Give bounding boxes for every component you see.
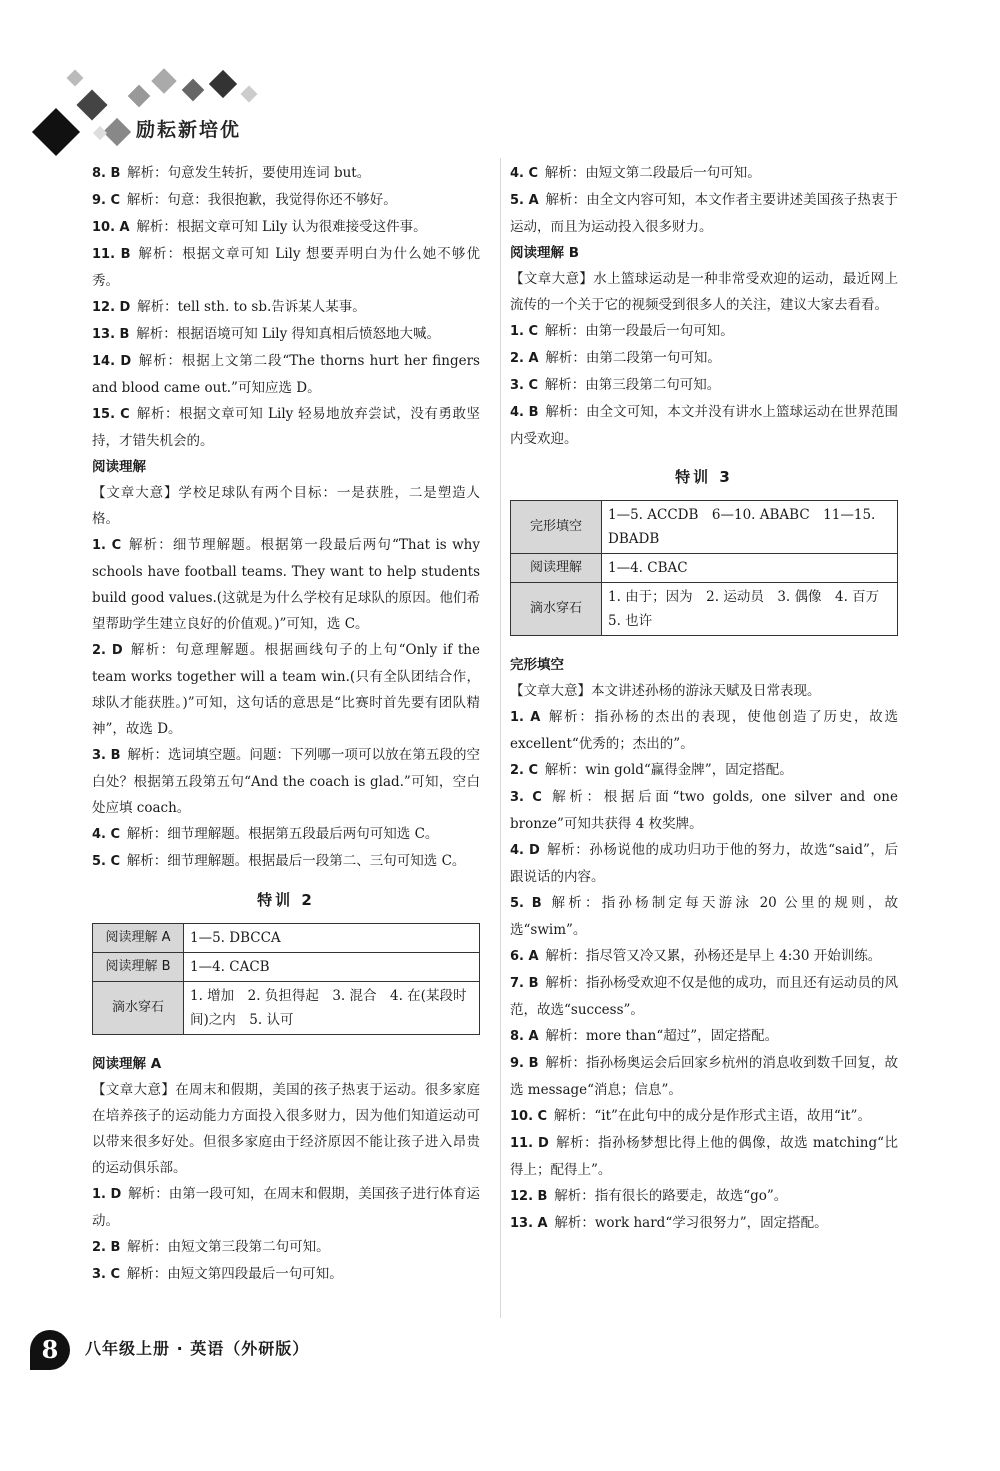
answer-number: 1. C: [92, 538, 122, 553]
answer-item: [510, 318, 898, 345]
table-value: 1—4. CBAC: [602, 554, 898, 583]
answer-number: 13. A: [510, 1216, 548, 1231]
answer-explanation: 解析：细节理解题。根据第五段最后两句可知选 C。: [126, 826, 439, 842]
answer-item: [510, 399, 898, 452]
section-heading: 完形填空: [510, 657, 564, 673]
answer-explanation: 解析：根据文章可知 Lily 认为很难接受这件事。: [136, 219, 427, 235]
answer-number: 2. D: [92, 643, 123, 658]
answer-list: [510, 160, 898, 240]
header-decoration: [25, 60, 345, 160]
answer-number: 11. D: [510, 1136, 549, 1151]
answer-list: [92, 160, 480, 454]
table-row: [93, 953, 480, 982]
book-title: 八年级上册 · 英语（外研版）: [85, 1339, 310, 1358]
diamond-decoration: [182, 79, 205, 102]
answer-number: 4. D: [510, 843, 540, 858]
answer-number: 2. C: [510, 763, 539, 778]
answer-number: 3. B: [92, 748, 121, 763]
answer-table: [510, 500, 898, 636]
page-number: 8: [30, 1330, 70, 1370]
answer-explanation: 解析：由全文内容可知，本文作者主要讲述美国孩子热衷于运动，而且为运动投入很多财力。: [510, 192, 898, 235]
answer-number: 5. C: [92, 854, 121, 869]
answer-number: 5. A: [510, 193, 539, 208]
answer-explanation: 解析：细节理解题。根据第一段最后两句“That is why schools have football teams. They want to help students build good values.(这就是为什么学校有足球队的原因。他们希望帮助学生建立良好的价值观。)”可知，选 C。: [92, 537, 480, 632]
answer-item: [510, 837, 898, 890]
answer-explanation: 解析：由短文第四段最后一句可知。: [126, 1266, 343, 1282]
answer-item: [510, 784, 898, 837]
answer-item: [92, 848, 480, 875]
answer-item: [510, 1103, 898, 1130]
diamond-decoration: [241, 86, 258, 103]
answer-item: [510, 1050, 898, 1103]
answer-item: [510, 1023, 898, 1050]
answer-item: [92, 637, 480, 742]
answer-item: [510, 372, 898, 399]
answer-explanation: 解析：指孙杨梦想比得上他的偶像，故选 matching“比得上；配得上”。: [510, 1135, 898, 1178]
table-value: 1. 由于；因为 2. 运动员 3. 偶像 4. 百万 5. 也许: [602, 583, 898, 636]
answer-explanation: 解析：指有很长的路要走，故选“go”。: [554, 1188, 788, 1204]
table-label: 阅读理解 A: [93, 924, 184, 953]
answer-number: 8. A: [510, 1029, 539, 1044]
answer-explanation: 解析：句意发生转折，要使用连词 but。: [127, 165, 371, 181]
answer-explanation: 解析：tell sth. to sb.告诉某人某事。: [137, 299, 366, 315]
answer-number: 4. B: [510, 405, 539, 420]
answer-explanation: 解析：由第三段第二句可知。: [544, 377, 721, 393]
answer-item: [92, 160, 480, 187]
answer-item: [92, 401, 480, 454]
answer-number: 1. D: [92, 1187, 122, 1202]
answer-explanation: 解析：句意：我很抱歉，我觉得你还不够好。: [126, 192, 397, 208]
answer-number: 11. B: [92, 247, 131, 262]
answer-number: 15. C: [92, 407, 130, 422]
answer-number: 6. A: [510, 949, 539, 964]
answer-explanation: 解析：根据文章可知 Lily 想要弄明白为什么她不够优秀。: [92, 246, 481, 289]
answer-item: [92, 214, 480, 241]
answer-number: 4. C: [510, 166, 539, 181]
answer-item: [92, 742, 480, 821]
answer-explanation: 解析：由全文可知，本文并没有讲水上篮球运动在世界范围内受欢迎。: [510, 404, 899, 447]
answer-explanation: 解析：由第二段第一句可知。: [545, 350, 721, 366]
answer-list: [510, 704, 898, 1237]
table-label: 完形填空: [511, 501, 602, 554]
answer-explanation: 解析：指孙杨的杰出的表现，使他创造了历史，故选 excellent“优秀的；杰出的”。: [510, 709, 898, 752]
table-row: [93, 924, 480, 953]
table-label: 滴水穿石: [93, 982, 184, 1035]
answer-item: [92, 1181, 480, 1234]
answer-item: [92, 294, 480, 321]
answer-explanation: 解析：选词填空题。问题：下列哪一项可以放在第五段的空白处？根据第五段第五句“And the coach is glad.”可知，空白处应填 coach。: [92, 747, 481, 816]
answer-item: [510, 757, 898, 784]
answer-item: [510, 890, 898, 943]
answer-number: 10. C: [510, 1109, 548, 1124]
answer-explanation: 解析：由短文第二段最后一句可知。: [544, 165, 761, 181]
table-row: [511, 501, 898, 554]
section-heading: 阅读理解: [92, 459, 146, 475]
table-row: [93, 982, 480, 1035]
answer-number: 2. B: [92, 1240, 121, 1255]
answer-item: [92, 321, 480, 348]
table-row: [511, 554, 898, 583]
answer-item: [510, 1183, 898, 1210]
answer-item: [510, 345, 898, 372]
table-label: 阅读理解 B: [93, 953, 184, 982]
answer-number: 4. C: [92, 827, 121, 842]
answer-explanation: 解析：more than“超过”，固定搭配。: [545, 1028, 779, 1044]
answer-explanation: 解析：由第一段最后一句可知。: [544, 323, 734, 339]
answer-explanation: 解析：句意理解题。根据画线句子的上句“Only if the team works together will a team win.(只有全队团结合作，球队才能获胜。)”可知，这句话的意思是“比赛时首先要有团队精神”，故选 D。: [92, 642, 480, 737]
answer-number: 13. B: [92, 327, 130, 342]
page-footer: [30, 1330, 430, 1370]
table-row: [511, 583, 898, 636]
table-label: 滴水穿石: [511, 583, 602, 636]
answer-explanation: 解析：指孙杨制定每天游泳 20 公里的规则，故选“swim”。: [510, 895, 899, 938]
answer-number: 3. C: [92, 1267, 121, 1282]
diamond-decoration: [103, 118, 131, 146]
answer-explanation: 解析：指尽管又冷又累，孙杨还是早上 4:30 开始训练。: [545, 948, 882, 964]
answer-item: [510, 187, 898, 240]
article-summary: 【文章大意】在周末和假期，美国的孩子热衷于运动。很多家庭在培养孩子的运动能力方面投入很多财力，因为他们知道运动可以带来很多好处。但很多家庭由于经济原因不能让孩子进入昂贵的运动俱乐部。: [92, 1082, 480, 1176]
answer-item: [92, 348, 480, 401]
diamond-decoration: [76, 89, 107, 120]
answer-explanation: 解析：“it”在此句中的成分是作形式主语，故用“it”。: [553, 1108, 871, 1124]
section-heading: 阅读理解 A: [92, 1056, 162, 1072]
table-value: 1—4. CACB: [184, 953, 480, 982]
answer-item: [92, 241, 480, 294]
answer-number: 1. A: [510, 710, 541, 725]
answer-item: [92, 1261, 480, 1288]
answer-item: [510, 704, 898, 757]
answer-explanation: 解析：细节理解题。根据最后一段第二、三句可知选 C。: [126, 853, 466, 869]
table-label: 阅读理解: [511, 554, 602, 583]
diamond-decoration: [128, 85, 151, 108]
answer-number: 1. C: [510, 324, 539, 339]
left-column: [92, 160, 480, 1288]
answer-explanation: 解析：根据上文第二段“The thorns hurt her fingers and blood came out.”可知应选 D。: [92, 353, 480, 396]
right-column: [510, 160, 898, 1237]
answer-item: [510, 943, 898, 970]
answer-number: 5. B: [510, 896, 542, 911]
answer-item: [92, 187, 480, 214]
answer-item: [92, 532, 480, 637]
brand-title: 励耘新培优: [136, 119, 242, 141]
answer-explanation: 解析：由短文第三段第二句可知。: [127, 1239, 330, 1255]
answer-table: [92, 923, 480, 1035]
answer-number: 14. D: [92, 354, 132, 369]
answer-number: 2. A: [510, 351, 539, 366]
article-summary: 【文章大意】学校足球队有两个目标：一是获胜，二是塑造人格。: [92, 485, 480, 527]
table-value: 1. 增加 2. 负担得起 3. 混合 4. 在(某段时间)之内 5. 认可: [184, 982, 480, 1035]
training-title: 特训 2: [257, 891, 315, 909]
answer-explanation: 解析：孙杨说他的成功归功于他的努力，故选“said”，后跟说话的内容。: [510, 842, 898, 885]
answer-explanation: 解析：根据语境可知 Lily 得知真相后愤怒地大喊。: [136, 326, 441, 342]
answer-explanation: 解析：指孙杨受欢迎不仅是他的成功，而且还有运动员的风范，故选“success”。: [510, 975, 899, 1018]
answer-number: 9. B: [510, 1056, 539, 1071]
article-summary: 【文章大意】本文讲述孙杨的游泳天赋及日常表现。: [510, 683, 821, 699]
section-heading: 阅读理解 B: [510, 245, 579, 261]
answer-explanation: 解析：指孙杨奥运会后回家乡杭州的消息收到数千回复，故选 message“消息；信息”。: [510, 1055, 899, 1098]
answer-item: [510, 970, 898, 1023]
column-divider: [500, 158, 501, 1318]
answer-number: 7. B: [510, 976, 539, 991]
answer-number: 12. B: [510, 1189, 548, 1204]
answer-item: [92, 1234, 480, 1261]
article-summary: 【文章大意】水上篮球运动是一种非常受欢迎的运动，最近网上流传的一个关于它的视频受到很多人的关注，建议大家去看看。: [510, 271, 898, 313]
training-title: 特训 3: [675, 468, 733, 486]
table-value: 1—5. DBCCA: [184, 924, 480, 953]
answer-explanation: 解析：根据文章可知 Lily 轻易地放弃尝试，没有勇敢坚持，才错失机会的。: [92, 406, 480, 449]
answer-number: 9. C: [92, 193, 121, 208]
answer-list: [92, 1181, 480, 1288]
answer-explanation: 解析：由第一段可知，在周末和假期，美国孩子进行体育运动。: [92, 1186, 480, 1229]
answer-list: [92, 532, 480, 875]
answer-explanation: 解析：work hard“学习很努力”，固定搭配。: [554, 1215, 828, 1231]
answer-item: [510, 1130, 898, 1183]
answer-number: 3. C: [510, 378, 539, 393]
diamond-decoration: [151, 68, 176, 93]
answer-list: [510, 318, 898, 452]
answer-number: 3. C: [510, 790, 542, 805]
diamond-decoration: [67, 70, 84, 87]
answer-explanation: 解析：根据后面“two golds, one silver and one bronze”可知共获得 4 枚奖牌。: [510, 789, 898, 832]
answer-number: 8. B: [92, 166, 121, 181]
answer-item: [92, 821, 480, 848]
diamond-decoration: [32, 108, 80, 156]
answer-number: 12. D: [92, 300, 131, 315]
answer-item: [510, 160, 898, 187]
answer-number: 10. A: [92, 220, 130, 235]
diamond-decoration: [209, 70, 237, 98]
answer-explanation: 解析：win gold“赢得金牌”，固定搭配。: [544, 762, 793, 778]
table-value: 1—5. ACCDB 6—10. ABABC 11—15. DBADB: [602, 501, 898, 554]
answer-item: [510, 1210, 898, 1237]
